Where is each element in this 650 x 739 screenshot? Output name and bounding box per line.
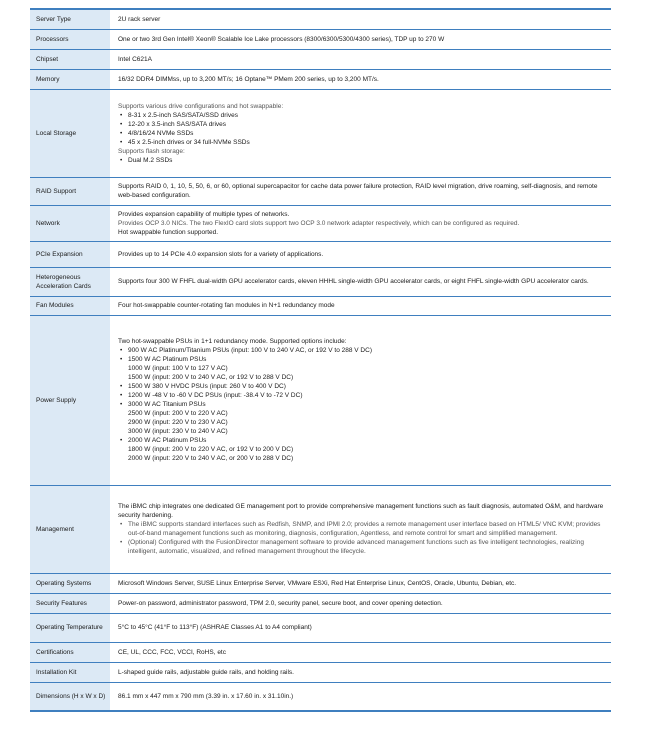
spec-row-operating-systems bbox=[30, 573, 611, 593]
list-item: • 3000 W AC Titanium PSUs bbox=[118, 400, 605, 409]
spec-row-raid-support bbox=[30, 177, 611, 205]
network-line: Provides OCP 3.0 NICs. The two FlexIO card slots support two OCP 3.0 network adapter respectively, which can be configured as required. bbox=[118, 219, 520, 227]
spec-label: Server Type bbox=[30, 9, 110, 29]
spec-row-acceleration-cards bbox=[30, 267, 611, 296]
spec-label: Installation Kit bbox=[30, 662, 110, 682]
list-item: • 1200 W -48 V to -60 V DC PSUs (input: -38.4 V to -72 V DC) bbox=[118, 391, 605, 400]
spec-value: Provides up to 14 PCIe 4.0 expansion slots for a variety of applications. bbox=[118, 250, 324, 258]
flash-list bbox=[118, 156, 605, 165]
spec-label: Operating Temperature bbox=[30, 613, 110, 642]
storage-intro: Supports various drive configurations and hot swappable: bbox=[118, 102, 284, 110]
flash-intro: Supports flash storage: bbox=[118, 147, 185, 155]
spec-value: L-shaped guide rails, adjustable guide rails, and holding rails. bbox=[118, 668, 294, 676]
list-item: • The iBMC supports standard interfaces such as Redfish, SNMP, and IPMI 2.0; provides a remote management user interface based on HTML5/ VNC KVM; provides out-of-band management functions such as monitoring, diagnosis, configuration, Agentless, and remote control for smart and simplified management. bbox=[118, 520, 605, 538]
spec-value: 86.1 mm x 447 mm x 790 mm (3.39 in. x 17.60 in. x 31.10in.) bbox=[118, 692, 294, 700]
spec-label: RAID Support bbox=[30, 177, 110, 205]
spec-row-network bbox=[30, 205, 611, 241]
list-item: • 1500 W AC Platinum PSUs bbox=[118, 355, 605, 364]
spec-value: Supports RAID 0, 1, 10, 5, 50, 6, or 60, optional supercapacitor for cache data power failure protection, RAID level migration, drive roaming, self-diagnosis, and remote web-based configuration. bbox=[118, 183, 598, 199]
list-subitem: 1800 W (input: 200 V to 220 V AC, or 192 V to 200 V DC) bbox=[128, 446, 294, 453]
spec-label: Power Supply bbox=[30, 315, 110, 485]
list-subitem: 2000 W (input: 220 V to 240 V AC, or 200 V to 288 V DC) bbox=[128, 455, 294, 462]
spec-value: Intel C621A bbox=[118, 55, 152, 63]
spec-row-installation-kit bbox=[30, 662, 611, 682]
spec-label: Local Storage bbox=[30, 89, 110, 177]
spec-sheet bbox=[30, 8, 611, 712]
spec-value: CE, UL, CCC, FCC, VCCI, RoHS, etc bbox=[118, 648, 226, 656]
spec-row-chipset bbox=[30, 49, 611, 69]
spec-value bbox=[110, 485, 611, 573]
list-item: • Dual M.2 SSDs bbox=[118, 156, 605, 165]
spec-row-processors bbox=[30, 29, 611, 49]
spec-value: 16/32 DDR4 DIMMss, up to 3,200 MT/s; 16 Optane™ PMem 200 series, up to 3,200 MT/s. bbox=[118, 75, 379, 83]
spec-value: Power-on password, administrator password, TPM 2.0, security panel, secure boot, and cover opening detection. bbox=[118, 599, 443, 607]
spec-label: Chipset bbox=[30, 49, 110, 69]
spec-row-fan-modules bbox=[30, 296, 611, 315]
list-item: • 1500 W 380 V HVDC PSUs (input: 260 V to 400 V DC) bbox=[118, 382, 605, 391]
network-line: Hot swappable function supported. bbox=[118, 228, 219, 236]
spec-table bbox=[30, 8, 611, 712]
list-item: • 12-20 x 3.5-inch SAS/SATA drives bbox=[118, 120, 605, 129]
list-item: • 8-31 x 2.5-inch SAS/SATA/SSD drives bbox=[118, 111, 605, 120]
storage-list bbox=[118, 111, 605, 147]
spec-value: Supports four 300 W FHFL dual-width GPU accelerator cards, eleven HHHL single-width GPU accelerator cards, or eight FHFL single-width GPU accelerator cards. bbox=[118, 278, 589, 285]
list-item: • 45 x 2.5-inch drives or 34 full-NVMe SSDs bbox=[118, 138, 605, 147]
list-subitem: 1500 W (input: 200 V to 240 V AC, or 192 V to 288 V DC) bbox=[128, 374, 294, 381]
spec-value: One or two 3rd Gen Intel® Xeon® Scalable Ice Lake processors (8300/6300/5300/4300 series), TDP up to 270 W bbox=[118, 35, 445, 43]
list-subitem: 3000 W (input: 230 V to 240 V AC) bbox=[128, 428, 228, 435]
management-list bbox=[118, 520, 605, 556]
spec-value bbox=[110, 315, 611, 485]
list-subitem: 1000 W (input: 100 V to 127 V AC) bbox=[128, 365, 228, 372]
power-list bbox=[118, 346, 605, 463]
spec-label: Certifications bbox=[30, 642, 110, 662]
spec-label: Management bbox=[30, 485, 110, 573]
list-subitem: 2900 W (input: 220 V to 230 V AC) bbox=[128, 419, 228, 426]
spec-value: 2U rack server bbox=[118, 15, 161, 23]
spec-value bbox=[110, 89, 611, 177]
spec-label: Heterogeneous Acceleration Cards bbox=[30, 267, 110, 296]
spec-row-local-storage bbox=[30, 89, 611, 177]
spec-value: 5°C to 45°C (41°F to 113°F) (ASHRAE Classes A1 to A4 compliant) bbox=[118, 624, 312, 631]
spec-value: Microsoft Windows Server, SUSE Linux Enterprise Server, VMware ESXi, Red Hat Enterprise Linux, CentOS, Oracle, Ubuntu, Debian, etc. bbox=[118, 579, 517, 587]
spec-value: Four hot-swappable counter-rotating fan modules in N+1 redundancy mode bbox=[118, 302, 335, 309]
spec-label: Dimensions (H x W x D) bbox=[30, 682, 110, 711]
spec-row-dimensions bbox=[30, 682, 611, 711]
spec-row-memory bbox=[30, 69, 611, 89]
list-item: • 4/8/16/24 NVMe SSDs bbox=[118, 129, 605, 138]
list-item: • (Optional) Configured with the FusionDirector management software to provide advanced management functions such as five intelligent technologies, realizing intelligent, automatic, visualized, and refined management throughout the lifecycle. bbox=[118, 538, 605, 556]
spec-label: Processors bbox=[30, 29, 110, 49]
spec-row-management bbox=[30, 485, 611, 573]
list-subitem: 2500 W (input: 200 V to 220 V AC) bbox=[128, 410, 228, 417]
spec-row-pcie bbox=[30, 241, 611, 267]
list-item: • 2000 W AC Platinum PSUs bbox=[118, 436, 605, 445]
spec-row-certifications bbox=[30, 642, 611, 662]
management-intro: The iBMC chip integrates one dedicated GE management port to provide comprehensive management functions such as fault diagnosis, automated O&M, and hardware security hardening. bbox=[118, 503, 604, 519]
spec-row-security-features bbox=[30, 593, 611, 613]
network-line: Provides expansion capability of multiple types of networks. bbox=[118, 210, 290, 218]
spec-row-server-type bbox=[30, 9, 611, 29]
spec-label: Network bbox=[30, 205, 110, 241]
spec-row-operating-temperature bbox=[30, 613, 611, 642]
list-item: • 900 W AC Platinum/Titanium PSUs (input: 100 V to 240 V AC, or 192 V to 288 V DC) bbox=[118, 346, 605, 355]
spec-label: PCIe Expansion bbox=[30, 241, 110, 267]
spec-label: Operating Systems bbox=[30, 573, 110, 593]
spec-value bbox=[110, 205, 611, 241]
power-intro: Two hot-swappable PSUs in 1+1 redundancy mode. Supported options include: bbox=[118, 338, 347, 345]
spec-row-power-supply bbox=[30, 315, 611, 485]
spec-label: Fan Modules bbox=[30, 296, 110, 315]
spec-label: Security Features bbox=[30, 593, 110, 613]
spec-label: Memory bbox=[30, 69, 110, 89]
